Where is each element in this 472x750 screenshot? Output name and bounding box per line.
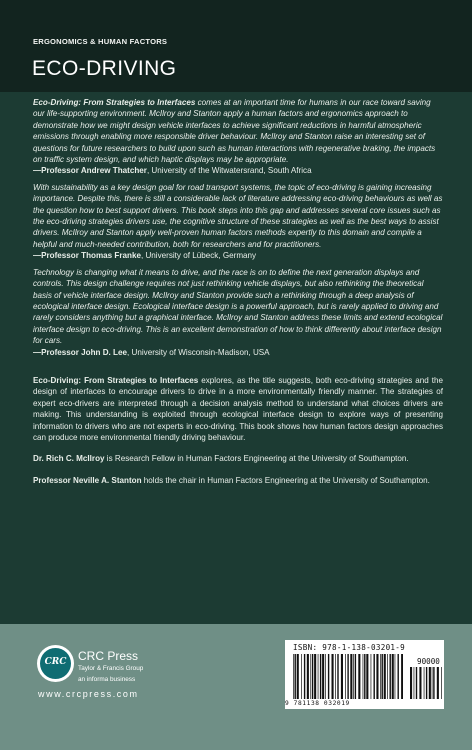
crc-logo-icon	[37, 645, 74, 682]
author-bio-text: is Research Fellow in Human Factors Engineering at the University of Southampton.	[104, 454, 409, 464]
publisher-url: www.crcpress.com	[38, 689, 139, 699]
quote-affiliation: , University of Lübeck, Germany	[140, 251, 257, 261]
endorsement-quote	[33, 182, 443, 250]
author-name: Professor Neville A. Stanton	[33, 475, 142, 485]
barcode-icon	[293, 654, 403, 699]
quote-affiliation: , University of Wisconsin-Madison, USA	[127, 347, 270, 357]
description-book-title: Eco-Driving: From Strategies to Interfaces	[33, 375, 199, 385]
description-text: explores, as the title suggests, both eco-driving strategies and the design of interfaces to encourage drivers to drive in a more environmentally friendly manner. The strategies of expert eco-drivers are interpreted through a decision analysis method to understand what choices drivers are making. This understanding is exploited through ecological interface design to explore ways of presenting information to drivers who are not experts in eco-driving. This book shows how human factors design approaches can produce more environmental friendly driving behaviour.	[33, 375, 443, 442]
publisher-business: an informa business	[78, 676, 136, 683]
quote-attribution	[33, 347, 443, 358]
quote-author: —Professor Andrew Thatcher	[33, 166, 147, 176]
cover-text	[33, 97, 443, 486]
quoted-book-title: Eco-Driving: From Strategies to Interfaces	[33, 98, 196, 107]
publisher-name: CRC Press	[78, 649, 139, 663]
book-description	[33, 375, 443, 443]
quote-author: —Professor John D. Lee	[33, 347, 127, 357]
quote-attribution	[33, 165, 443, 176]
quote-text: comes at an important time for humans in our race toward saving our life-supporting environment. McIlroy and Stanton apply a human factors and ergonomics approach to demonstrate how we might design vehicle interfaces to achieve significant reductions in harmful atmospheric emissions through enabling more responsible driver behaviour. McIlroy and Stanton raise an interesting set of questions for future researchers to build upon such as human interactions with regenerative braking, the impacts on traffic system design, and which haptic displays may be appropriate.	[33, 98, 436, 165]
quote-author: —Professor Thomas Franke	[33, 251, 141, 261]
barcode-digits: 9 781138 032019	[285, 700, 350, 707]
isbn-text: ISBN: 978-1-138-03201-9	[293, 643, 406, 652]
quote-text: Technology is changing what it means to drive, and the race is on to define the next generation displays and controls. This design challenge requires not just rethinking vehicle displays, but also rethinking the theoretical basis of vehicle interface design. McIlroy and Stanton provide such a rethinking through a deep analysis of ecological interface design. Ecological interface design is a powerful approach, but is rarely applied to driving and rarely considers anything but a graphical interface. McIlroy and Stanton address these limits and extend ecological interface design to eco-driving. This is an excellent demonstration of how to think differently about interface design for cars.	[33, 267, 443, 346]
price-code: 90000	[417, 657, 440, 666]
series-label: ERGONOMICS & HUMAN FACTORS	[33, 37, 168, 46]
author-name: Dr. Rich C. McIlroy	[33, 454, 105, 464]
quote-text: With sustainability as a key design goal for road transport systems, the topic of eco-driving is gaining increasing importance. Despite this, there is still a considerable lack of literature addressing eco-driving behaviours as well as the question how to best support drivers. This book steps into this gap and addresses several core issues such as the eco-driving strategies drivers use, the cognitive structure of these strategies as well as the best ways to assist drivers. McIlroy and Stanton apply well-proven human factors methods expertly to this domain and compile a helpful and much-needed contribution, both for researchers and for practitioners.	[33, 182, 443, 249]
logo-text: CRC	[44, 657, 67, 667]
author-bio	[33, 475, 443, 486]
quote-attribution	[33, 250, 443, 261]
book-title: ECO-DRIVING	[32, 57, 177, 80]
author-bio-text: holds the chair in Human Factors Engineering at the University of Southampton.	[141, 475, 430, 485]
barcode-addon-icon	[410, 667, 443, 699]
author-bio	[33, 453, 443, 464]
publisher-group: Taylor & Francis Group	[78, 665, 144, 672]
endorsement-quote	[33, 267, 443, 347]
endorsement-quote	[33, 97, 443, 165]
quote-affiliation: , University of the Witwatersrand, South Africa	[146, 166, 312, 176]
